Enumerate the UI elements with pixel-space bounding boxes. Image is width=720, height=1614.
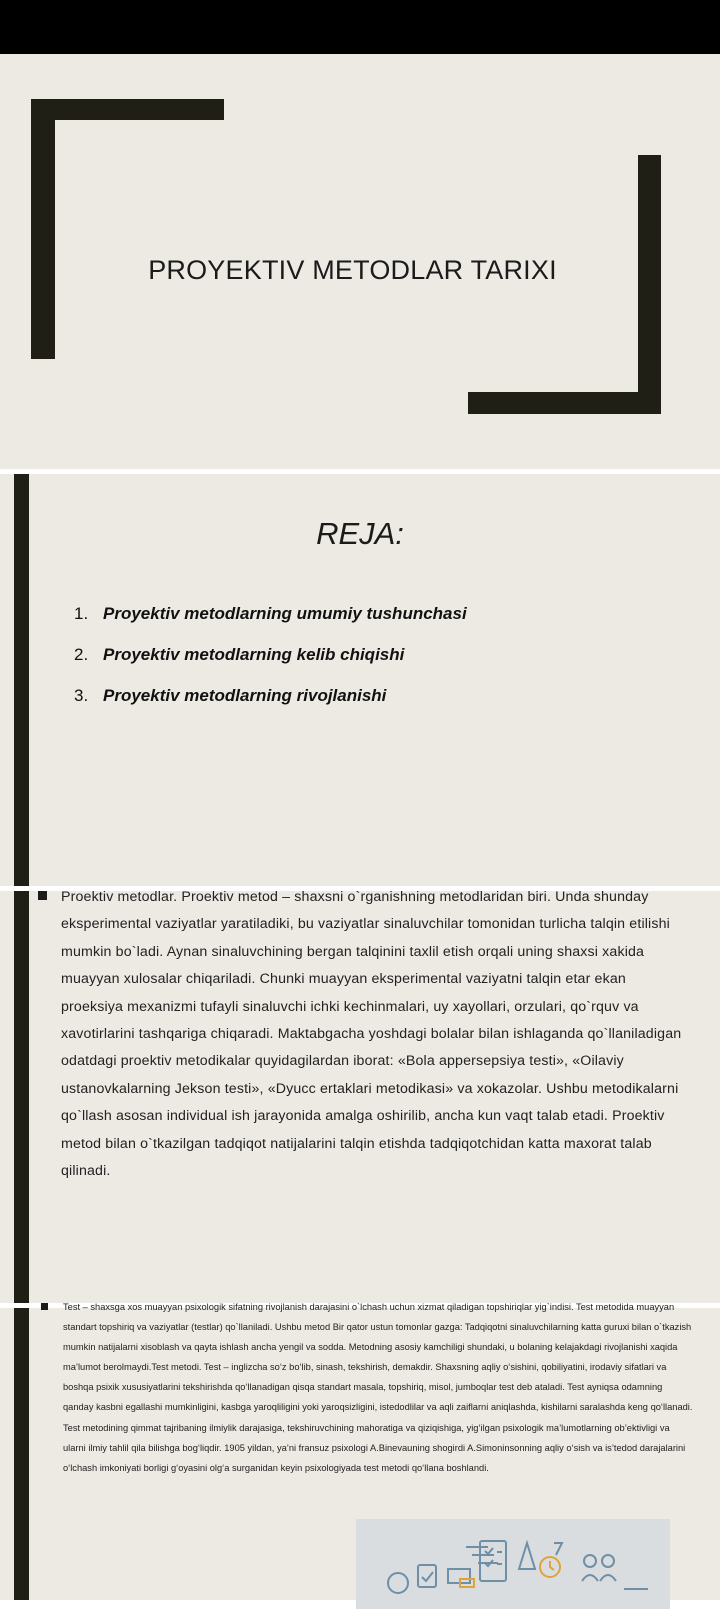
body-paragraph: Test – shaxsga xos muayyan psixologik sifatning rivojlanish darajasini o`lchash uchun xizmat qiladigan topshiriqlar yig`indisi. Test metodida muayyan standart topshiriq va vaziyatlar (testlar) qo`llaniladi. Ushbu metod Bir qator ustun tomonlar gazga: Tadqiqotni sinaluvchilarning katta guruxi bilan o`tkazish mumkin natijalarni xisoblash va qayta ishlash ancha yengil va sodda. Metodning asosiy kamchiligi shundaki, u bolaning kelajakdagi rivojlanishi xaqida ma’lumot berolmaydi.Test metodi. Test – inglizcha so‘z bo‘lib, sinash, tekshirish, demakdir. Shaxsning aqliy o‘sishini, qobiliyatini, irodaviy sifatlari va boshqa psixik xususiyatlarini tekshirishda qo‘llanadigan qisqa standart masala, topshiriq, misol, jumboqlar test deb ataladi. Test ayniqsa odamning qanday kasbni egallashi mumkinligini, kasbga yaroqliligini yoki yaroqsizligini, istedodlilar va aqli zaiflarni aniqlashda, kishilarni saralashda keng qo‘llanadi. Test metodining qimmat tajribaning ilmiylik darajasiga, tekshiruvchining mahoratiga va qiziqishiga, yig‘ilgan psixologik ma’lumotlarning ob’ektivligi va ularni ilmiy tahlil qila bilishga bog‘liqdir. 1905 yildan, ya’ni fransuz psixologi A.Binevauning shogirdi A.Simoninsonning aqliy o‘sish va is’tedod darajalarini o‘lchash imkoniyati borligi g‘oyasini olg‘a surganidan keyin psixologiyada test metodi qo‘llana boshlandi. (63, 1302, 693, 1473)
illustration-image (356, 1519, 670, 1609)
status-bar (0, 0, 720, 54)
title-slide (0, 54, 720, 469)
bullet-square-icon (38, 891, 47, 900)
plan-slide (0, 474, 720, 886)
test-metodi-slide (0, 1302, 720, 1600)
list-item: 3. Proyektiv metodlarning rivojlanishi (74, 686, 387, 705)
slide-title: PROYEKTIV METODLAR TARIXI (148, 255, 557, 285)
frame-bottom-right-horizontal (468, 392, 661, 414)
slide-left-bar (14, 1308, 29, 1600)
proektiv-metodlar-slide (0, 891, 720, 1303)
education-icons-illustration (356, 1519, 670, 1609)
list-item: 2. Proyektiv metodlarning kelib chiqishi (74, 645, 405, 664)
frame-top-left-horizontal (31, 99, 224, 120)
frame-top-left-vertical (31, 99, 55, 359)
list-item: 1. Proyektiv metodlarning umumiy tushunchasi (74, 604, 467, 623)
plan-list (74, 604, 467, 727)
bullet-square-icon (41, 1303, 48, 1310)
body-paragraph: Proektiv metodlar. Proektiv metod – shaxsni o`rganishning metodlaridan biri. Unda shunday eksperimental vaziyatlar yaratiladiki, bu vaziyatlar sinaluvchilar tomonidan turlicha talqin etilishi mumkin bo`ladi. Aynan sinaluvchining bergan talqinini taxlil etish orqali uning shaxsi xakida muayyan xulosalar chiqariladi. Chunki muayyan eksperimental vaziyatni talqin etar ekan proeksiya mexanizmi tufayli sinaluvchi ichki kechinmalari, uy xayollari, orzulari, qo`rquv va xavotirlarini tashqariga chiqaradi. Maktabgacha yoshdagi bolalar bilan ishlaganda qo`llaniladigan odatdagi proektiv metodikalar quyidagilardan iborat: «Bola appersepsiya testi», «Oilaviy ustanovkalarning Jekson testi», «Dyucc ertaklari metodikasi» va xokazolar. Ushbu metodikalarni qo`llash asosan individual ish jarayonida amalga oshirilib, ancha kun vaqt talab etadi. Proektiv metod bilan o`tkazilgan tadqiqot natijalarini talqin etishda tadqiqotchidan katta maxorat talab qilinadi. (61, 889, 682, 1180)
plan-heading: REJA: (316, 516, 404, 551)
slide-left-bar (14, 891, 29, 1303)
